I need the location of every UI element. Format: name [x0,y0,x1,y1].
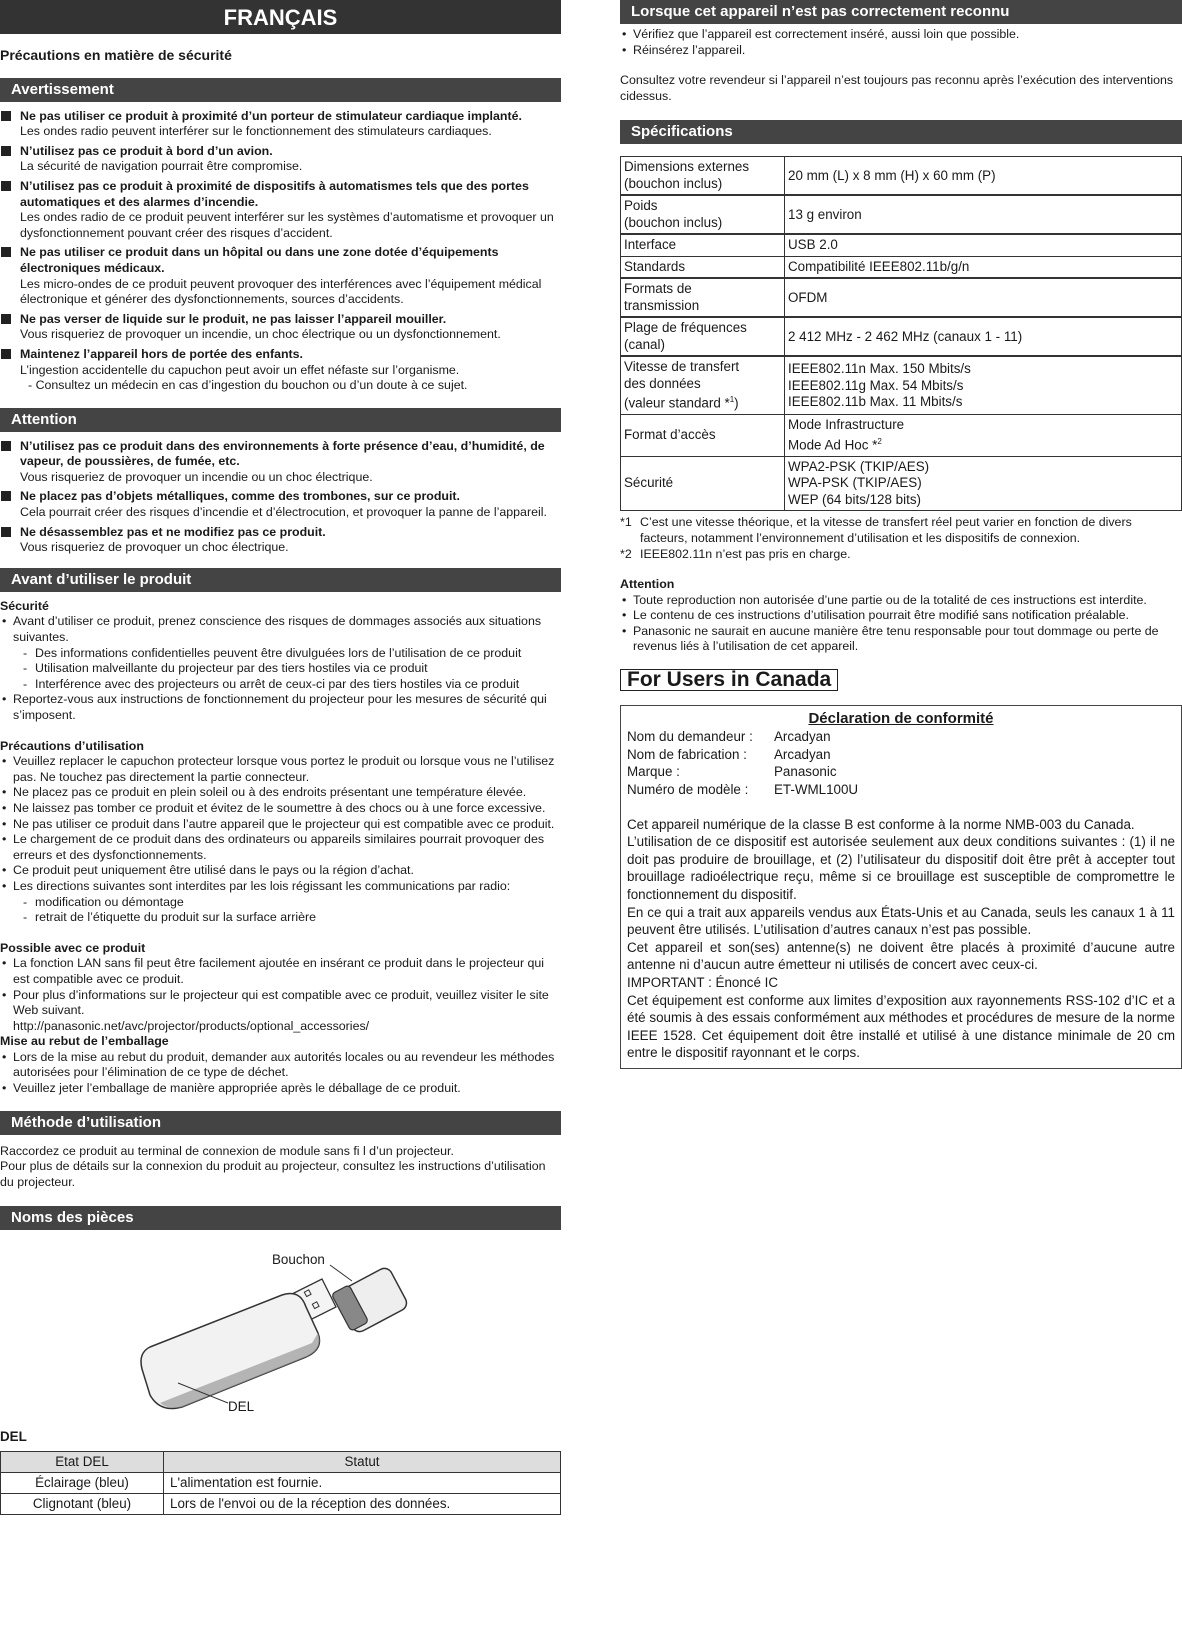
table-row: Format d’accès Mode Infrastructure Mode Ad Hoc *$^2$ [621,415,1182,456]
right-column [620,0,1182,1069]
led-label: DEL [228,1399,255,1415]
declaration-paragraph: IMPORTANT : Énoncé IC [627,974,779,990]
list-item: • Ne laissez pas tomber ce produit et évitez de le soumettre à des chocs ou à une force excessive. [0,801,561,817]
square-bullet-icon [1,441,11,451]
list-item: • Toute reproduction non autorisée d’une partie ou de la totalité de ces instructions est interdite. [620,593,1182,609]
declaration-row: Numéro de modèle : ET-WML100U [627,782,859,798]
list-item: • Ce produit peut uniquement être utilisé dans le pays ou la région d’achat. [0,863,561,879]
square-bullet-icon [1,349,11,359]
list-item: • Le chargement de ce produit dans des ordinateurs ou appareils similaires pourrait provoquer des erreurs et des dysfonctionnements. [0,832,561,863]
precautions-title: Précautions d’utilisation [0,738,144,753]
securite-title: Sécurité [0,598,49,613]
warning-item: Ne placez pas d’objets métalliques, comme des trombones, sur ce produit. Cela pourrait créer des risques d’incendie et d’électrocution, et provoquer la panne de l’appareil. [0,489,561,520]
declaration-box [620,705,1182,1069]
list-item: • Veuillez replacer le capuchon protecteur lorsque vous portez le produit ou lorsque vous ne l’utilisez pas. Ne touchez pas directement la partie connecteur. [0,754,561,785]
section-pieces: Noms des pièces [0,1206,561,1230]
declaration-paragraph: En ce qui a trait aux appareils vendus aux États-Unis et au Canada, seuls les canaux 1 à 11 peuvent être utilisés. L’utilisation d’autres canaux n’est pas possible. [627,904,1175,938]
footnote: *2 IEEE802.11n n’est pas pris en charge. [620,546,851,561]
list-item: • Reportez-vous aux instructions de fonctionnement du projecteur pour les mesures de sécurité qui s’imposent. [0,692,561,723]
square-bullet-icon [1,181,11,191]
square-bullet-icon [1,111,11,121]
rebut-title: Mise au rebut de l’emballage [0,1034,169,1049]
section-avertissement: Avertissement [0,78,561,102]
table-row: Etat DEL Statut [1,1452,561,1473]
cap-shape [331,1266,409,1335]
warning-item: N’utilisez pas ce produit à bord d’un avion. La sécurité de navigation pourrait être compromise. [0,144,561,175]
spec-table [620,156,1182,511]
section-attention: Attention [0,408,561,432]
list-item: - Utilisation malveillante du projecteur par des tiers hostiles via ce produit [0,661,561,677]
list-item: - Des informations confidentielles peuvent être divulguées lors de l’utilisation de ce produit [0,646,561,662]
square-bullet-icon [1,527,11,537]
list-item: - modification ou démontage [0,895,561,911]
list-item: • Panasonic ne saurait en aucune manière être tenu responsable pour tout dommage ou perte de revenus liés à l’utilisation de cet appareil. [620,624,1182,655]
table-row: Interface USB 2.0 [621,234,1182,256]
possible-title: Possible avec ce produit [0,940,146,955]
warning-item: Maintenez l’appareil hors de portée des enfants. L’ingestion accidentelle du capuchon peut avoir un effet néfaste sur l’organisme. - Consultez un médecin en cas d’ingestion du bouchon ou d’un doute à ce sujet. [0,347,561,394]
table-row: Sécurité WPA2-PSK (TKIP/AES) WPA-PSK (TKIP/AES) WEP (64 bits/128 bits) [621,456,1182,511]
warning-item: Ne pas utiliser ce produit dans un hôpital ou dans une zone dotée d’équipements électroniques médicaux. Les micro-ondes de ce produit peuvent provoquer des interférences avec l’équipement médical électronique et générer des dysfonctionnements, sources d’accidents. [0,245,561,307]
list-item: • Lors de la mise au rebut du produit, demander aux autorités locales ou au revendeur les méthodes autorisées pour l’élimination de ce type de déchet. [0,1050,561,1081]
list-item: • La fonction LAN sans fil peut être facilement ajoutée en insérant ce produit dans le projecteur qui est compatible avec ce produit. [0,956,561,987]
section-methode: Méthode d’utilisation [0,1111,561,1135]
table-row: Éclairage (bleu) L'alimentation est fournie. [1,1473,561,1494]
cap-label: Bouchon [272,1252,325,1268]
list-item: • Ne pas utiliser ce produit dans l’autre appareil que le projecteur qui est compatible avec ce produit. [0,817,561,833]
list-item: - retrait de l’étiquette du produit sur la surface arrière [0,910,561,926]
warning-item: N’utilisez pas ce produit à proximité de dispositifs à automatismes tels que des portes automatiques et des alarmes d’incendie. Les ondes radio de ce produit peuvent interférer sur les systèmes d’automatisme et provoquer un dysfonctionnement pouvant créer des risques d’accident. [0,179,561,241]
declaration-paragraph: Cet appareil numérique de la classe B est conforme à la norme NMB-003 du Canada. [627,816,1135,832]
page-subtitle: Précautions en matière de sécurité [0,47,232,63]
list-item: • Veuillez jeter l’emballage de manière appropriée après le déballage de ce produit. [0,1081,561,1097]
list-item: - Interférence avec des projecteurs ou arrêt de ceux-ci par des tiers hostiles via ce produit [0,677,561,693]
table-row: Poids (bouchon inclus) 13 g environ [621,195,1182,234]
warning-item: N’utilisez pas ce produit dans des environnements à forte présence d’eau, d’humidité, de vapeur, de poussières, de fumée, etc. Vous risqueriez de provoquer un incendie ou un choc électrique. [0,439,561,486]
parts-diagram [0,1237,561,1427]
square-bullet-icon [1,491,11,501]
footnote: *1 C’est une vitesse théorique, et la vitesse de transfert réel peut varier en fonction de divers facteurs, notamment l’environnement d’utilisation et les dispositifs de connexion. [620,515,1132,545]
declaration-paragraph: L’utilisation de ce dispositif est autorisée seulement aux deux conditions suivantes : (1) il ne doit pas produire de brouillage, et (2) l’utilisateur du dispositif doit être prêt à accepter tout brouillage radioélectrique reçu, même si ce brouillage est susceptible de compromettre le fonctionnement du dispositif. [627,834,1175,902]
list-item: • Ne placez pas ce produit en plein soleil ou à des endroits présentant une température élevée. [0,785,561,801]
square-bullet-icon [1,247,11,257]
canada-title: For Users in Canada [620,669,838,691]
table-row: Plage de fréquences (canal) 2 412 MHz - 2 462 MHz (canaux 1 - 11) [621,317,1182,356]
table-row: Vitesse de transfert des données (valeur standard *$^1$) IEEE802.11n Max. 150 Mbits/s IEEE802.11g Max. 54 Mbits/s IEEE802.11b Max. 11 Mbits/s [621,356,1182,414]
declaration-title: Déclaration de conformité [808,709,994,727]
warning-item: Ne désassemblez pas et ne modifiez pas ce produit. Vous risqueriez de provoquer un choc électrique. [0,525,561,556]
declaration-row: Marque : Panasonic [627,764,837,780]
methode-text: Raccordez ce produit au terminal de connexion de module sans fi l d’un projecteur. [0,1143,454,1158]
declaration-paragraph: Cet appareil et son(ses) antenne(s) ne doivent être placés à proximité d’aucune autre antenne ni d’aucun autre émetteur ni utilisés de concert avec ceux-ci. [627,939,1175,973]
warning-item: Ne pas utiliser ce produit à proximité d’un porteur de stimulateur cardiaque implanté. Les ondes radio peuvent interférer sur le fonctionnement des stimulateurs cardiaques. [0,109,561,140]
list-item: • Réinsérez l’appareil. [620,43,1182,59]
led-table [0,1451,561,1515]
section-avant: Avant d’utiliser le produit [0,568,561,592]
list-item: • Pour plus d’informations sur le projecteur qui est compatible avec ce produit, veuillez visiter le site Web suivant. [0,988,561,1019]
table-row: Standards Compatibilité IEEE802.11b/g/n [621,256,1182,278]
declaration-paragraph: Cet équipement est conforme aux limites d’exposition aux rayonnements RSS-102 d’IC et a été soumis à des essais conformément aux méthodes et procédures de mesure de la norme IEEE 1528. Cet équipement doit être installé et utilisé à une distance minimale de 20 cm entre le dispositif rayonnant et le corps. [627,992,1175,1061]
led-title: DEL [0,1429,27,1445]
list-item: • Avant d’utiliser ce produit, prenez conscience des risques de dommages associés aux situations suivantes. [0,614,561,645]
reconnu-text: Consultez votre revendeur si l’appareil n’est toujours pas reconnu après l’exécution des interventions cidessus. [620,73,1174,103]
accessories-url[interactable]: http://panasonic.net/avc/projector/products/optional_accessories/ [13,1018,370,1033]
list-item: • Le contenu de ces instructions d’utilisation pourrait être modifié sans notification préalable. [620,608,1182,624]
square-bullet-icon [1,314,11,324]
language-banner: FRANÇAIS [0,0,561,34]
declaration-row: Nom du demandeur : Arcadyan [627,729,831,745]
section-specifications: Spécifications [620,120,1182,144]
table-row: Dimensions externes (bouchon inclus) 20 mm (L) x 8 mm (H) x 60 mm (P) [621,157,1182,196]
table-row: Formats de transmission OFDM [621,278,1182,317]
attention-title: Attention [620,577,675,592]
square-bullet-icon [1,146,11,156]
left-column [0,0,561,1515]
table-row: Clignotant (bleu) Lors de l'envoi ou de la réception des données. [1,1494,561,1515]
list-item: • Les directions suivantes sont interdites par les lois régissant les communications par radio: [0,879,561,895]
list-item: • Vérifiez que l’appareil est correctement inséré, aussi loin que possible. [620,27,1182,43]
declaration-row: Nom de fabrication : Arcadyan [627,746,831,762]
section-reconnu: Lorsque cet appareil n’est pas correctement reconnu [620,0,1182,24]
methode-text: Pour plus de détails sur la connexion du produit au projecteur, consultez les instructions d’utilisation du projecteur. [0,1159,546,1189]
warning-item: Ne pas verser de liquide sur le produit, ne pas laisser l’appareil mouiller. Vous risqueriez de provoquer un incendie, un choc électrique ou un dysfonctionnement. [0,312,561,343]
